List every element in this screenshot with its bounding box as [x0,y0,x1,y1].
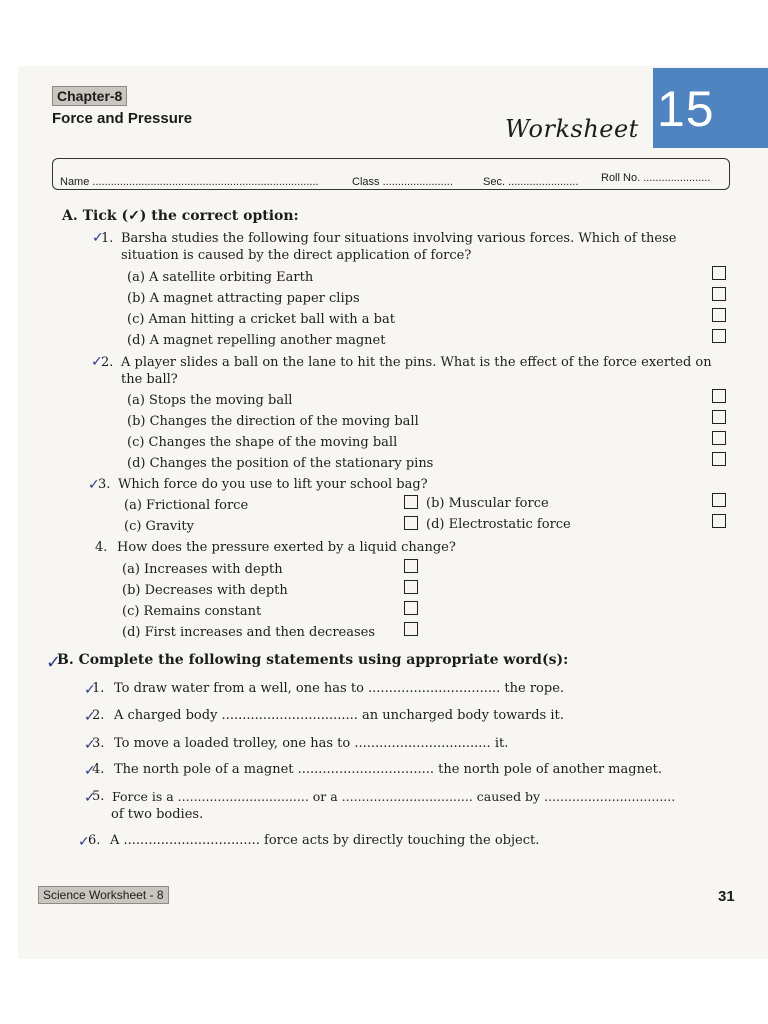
q3-checkbox-c[interactable] [404,516,418,530]
tick-mark: ✓ [84,709,96,725]
tick-mark: ✓ [92,230,104,246]
b3-statement: To move a loaded trolley, one has to ................................. it. [114,736,509,751]
roll-field[interactable]: Roll No. ...................... [601,172,711,184]
q2-text-line1: A player slides a ball on the lane to hit the pins. What is the effect of the force exerted on [121,355,712,370]
q1-checkbox-b[interactable] [712,287,726,301]
q1-option-d: (d) A magnet repelling another magnet [127,333,386,348]
q2-checkbox-b[interactable] [712,410,726,424]
b6-number: 6. [88,833,101,848]
q2-option-c: (c) Changes the shape of the moving ball [127,435,398,450]
chapter-tag: Chapter-8 [52,86,127,106]
q4-option-c: (c) Remains constant [122,604,262,619]
chapter-title: Force and Pressure [52,110,193,127]
b2-statement: A charged body ................................. an uncharged body towards it. [114,708,564,723]
q1-option-a: (a) A satellite orbiting Earth [127,270,314,285]
q4-option-b: (b) Decreases with depth [122,583,288,598]
q4-checkbox-c[interactable] [404,601,418,615]
q4-checkbox-b[interactable] [404,580,418,594]
b1-statement: To draw water from a well, one has to ................................ the rope. [114,681,565,696]
q1-text-line2: situation is caused by the direct application of force? [121,248,472,263]
q1-number: 1. [101,231,114,246]
q1-option-b: (b) A magnet attracting paper clips [127,291,360,306]
q2-option-b: (b) Changes the direction of the moving ball [127,414,419,429]
roll-label: Roll No. [601,172,641,184]
q2-text-line2: the ball? [121,372,178,387]
b5-statement-cont: of two bodies. [111,807,204,822]
b1-number: 1. [92,681,105,696]
q3-checkbox-d[interactable] [712,514,726,528]
tick-mark: ✓ [84,682,96,698]
q1-text-line1: Barsha studies the following four situations involving various forces. Which of these [121,231,677,246]
q4-option-a: (a) Increases with depth [122,562,283,577]
b3-number: 3. [92,736,105,751]
class-label: Class [352,176,380,188]
worksheet-number: 15 [657,81,715,137]
tick-mark: ✓ [88,477,100,493]
worksheet-label: Worksheet [505,115,639,143]
b4-statement: The north pole of a magnet ................................. the north pole of another magnet. [114,762,662,777]
q2-option-a: (a) Stops the moving ball [127,393,293,408]
tick-mark: ✓ [84,737,96,753]
sec-field[interactable]: Sec. ....................... [483,176,579,188]
name-label: Name [60,176,90,188]
b6-statement: A ................................. force acts by directly touching the object. [110,833,540,848]
q3-option-c: (c) Gravity [124,519,194,534]
q1-option-c: (c) Aman hitting a cricket ball with a bat [127,312,395,327]
q3-option-a: (a) Frictional force [124,498,249,513]
b5-statement: Force is a ................................. or a ................................. caused by ................................. [112,789,676,804]
b5-number: 5. [92,789,105,804]
footer-label: Science Worksheet - 8 [38,886,169,904]
q2-checkbox-a[interactable] [712,389,726,403]
tick-mark: ✓ [91,354,103,370]
q3-option-d: (d) Electrostatic force [426,517,571,532]
q4-text-line1: How does the pressure exerted by a liquid change? [117,540,456,555]
tick-mark: ✓ [84,763,96,779]
q2-option-d: (d) Changes the position of the stationary pins [127,456,434,471]
q1-checkbox-a[interactable] [712,266,726,280]
tick-mark: ✓ [78,834,90,850]
b2-number: 2. [92,708,105,723]
q2-checkbox-d[interactable] [712,452,726,466]
q3-option-b: (b) Muscular force [426,496,549,511]
q4-number: 4. [95,540,108,555]
q4-option-d: (d) First increases and then decreases [122,625,376,640]
q2-checkbox-c[interactable] [712,431,726,445]
class-field[interactable]: Class ....................... [352,176,453,188]
q4-checkbox-d[interactable] [404,622,418,636]
q3-text-line1: Which force do you use to lift your school bag? [118,477,428,492]
section-a-heading: A. Tick (✓) the correct option: [62,208,299,224]
section-b-heading: B. Complete the following statements using appropriate word(s): [57,652,569,668]
q1-checkbox-c[interactable] [712,308,726,322]
q3-checkbox-a[interactable] [404,495,418,509]
b4-number: 4. [92,762,105,777]
page-number: 31 [718,888,735,905]
tick-mark: ✓ [46,652,62,673]
name-field[interactable]: Name .......................................................................... [60,176,319,188]
tick-mark: ✓ [84,790,96,806]
q3-checkbox-b[interactable] [712,493,726,507]
sec-label: Sec. [483,176,506,188]
q3-number: 3. [98,477,111,492]
q1-checkbox-d[interactable] [712,329,726,343]
q4-checkbox-a[interactable] [404,559,418,573]
q2-number: 2. [101,355,114,370]
